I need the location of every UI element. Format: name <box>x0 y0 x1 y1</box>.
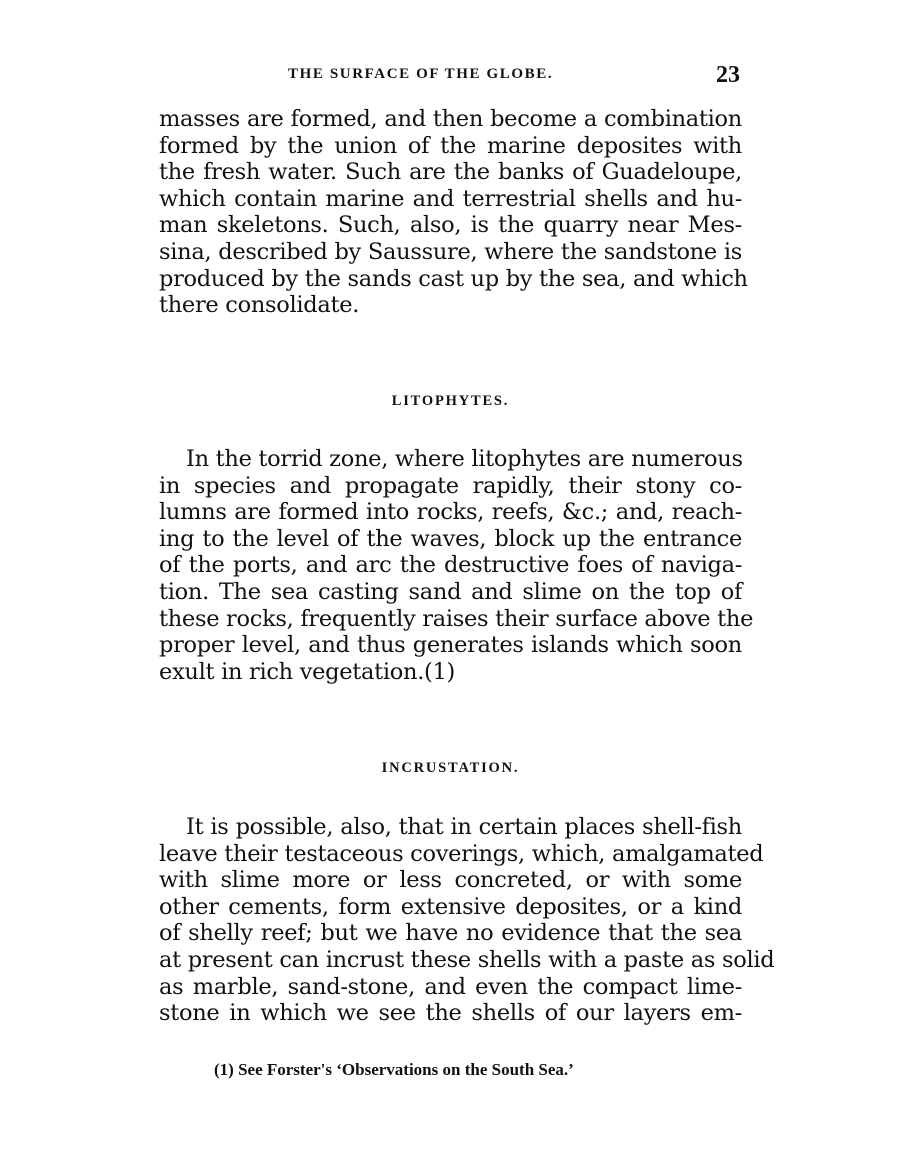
paragraph-continued <box>159 106 748 319</box>
text-line: It is possible, also, that in certain places shell-fish <box>186 814 742 840</box>
text-line: other cements, form extensive deposites, or a kind <box>159 893 742 920</box>
text-line: formed by the union of the marine deposites with <box>159 132 742 159</box>
text-line: exult in rich vegetation.(1) <box>159 658 456 685</box>
text-line: tion. The sea casting sand and slime on the top of <box>159 578 742 605</box>
text-line: of the ports, and arc the destructive foes of naviga- <box>159 552 742 579</box>
text-line: produced by the sands cast up by the sea, and which <box>159 265 748 292</box>
running-head <box>160 62 740 92</box>
running-title: THE SURFACE OF THE GLOBE. <box>288 66 554 82</box>
text-line: at present can incrust these shells with a paste as solid <box>159 946 775 973</box>
text-line: stone in which we see the shells of our layers em- <box>159 1000 742 1027</box>
page-number: 23 <box>716 62 740 88</box>
text-line: with slime more or less concreted, or with some <box>159 867 742 894</box>
paragraph-litophytes <box>159 446 754 685</box>
text-line: there consolidate. <box>159 292 360 319</box>
text-line: which contain marine and terrestrial shells and hu- <box>159 185 742 212</box>
paragraph-incrustation <box>159 814 775 1027</box>
footnote: (1) See Forster's ‘Observations on the South Sea.’ <box>214 1060 574 1079</box>
text-line: the fresh water. Such are the banks of Guadeloupe, <box>159 159 742 186</box>
text-line: leave their testaceous coverings, which, amalgamated <box>159 840 764 867</box>
text-line: sina, described by Saussure, where the sandstone is <box>159 238 742 265</box>
text-line: these rocks, frequently raises their surface above the <box>159 605 754 632</box>
text-line: in species and propagate rapidly, their stony co- <box>159 472 742 499</box>
text-line: lumns are formed into rocks, reefs, &c.; and, reach- <box>159 499 742 526</box>
text-line: proper level, and thus generates islands which soon <box>159 632 742 659</box>
text-line: masses are formed, and then become a combination <box>159 106 742 132</box>
text-line: ing to the level of the waves, block up the entrance <box>159 525 742 552</box>
text-line: of shelly reef; but we have no evidence that the sea <box>159 920 742 947</box>
section-heading-litophytes: LITOPHYTES. <box>391 393 510 409</box>
section-heading-incrustation: INCRUSTATION. <box>381 760 520 776</box>
text-line: man skeletons. Such, also, is the quarry near Mes- <box>159 212 742 239</box>
text-line: In the torrid zone, where litophytes are numerous <box>186 446 743 472</box>
text-line: as marble, sand-stone, and even the compact lime- <box>159 973 742 1000</box>
